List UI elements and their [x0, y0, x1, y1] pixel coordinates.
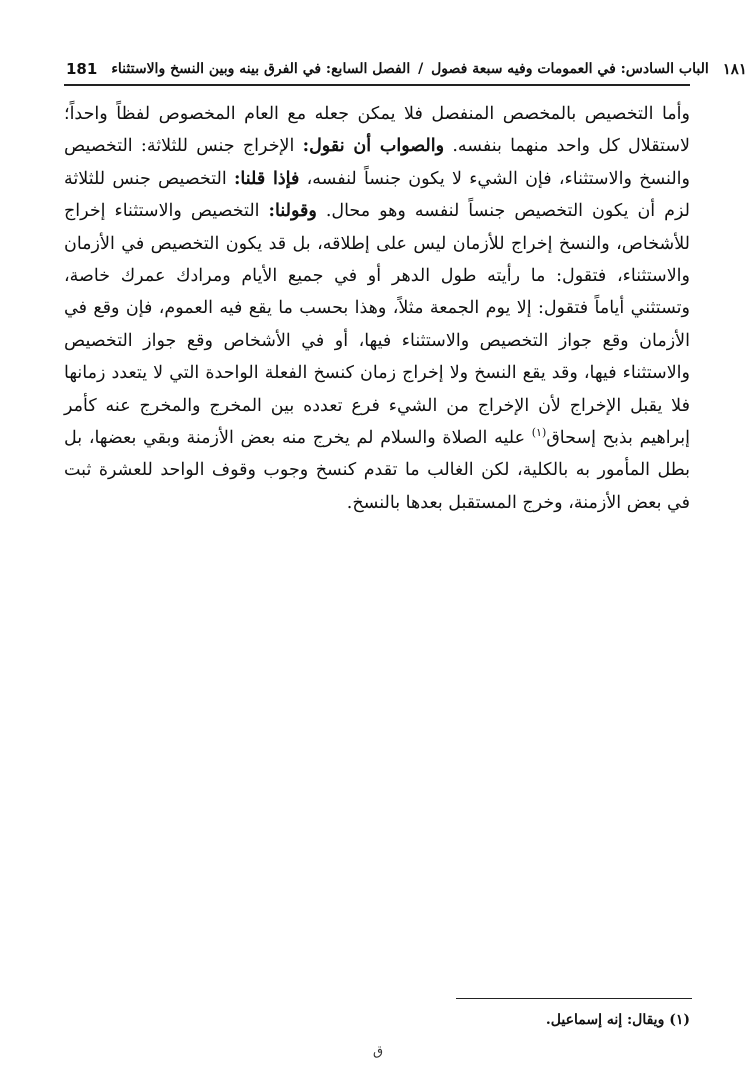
page-number-latin: 181 [66, 60, 98, 78]
main-paragraph [64, 98, 690, 519]
bold-phrase: فإذا قلنا: [233, 168, 300, 189]
text-segment: وأما التخصيص بالمخصص المنفصل فلا يمكن جعله مع العام المخصوص لفظاً واحداً؛ لاستقلال كل واحد منهما بنفسه. [64, 104, 690, 157]
signature-mark: ق [372, 1044, 384, 1059]
title-separator: / [418, 61, 424, 77]
page-number-arabic: ١٨١ [722, 60, 747, 78]
text-segment: التخصيص والاستثناء إخراج للأشخاص، والنسخ إخراج للأزمان ليس على إطلاقه، بل قد يكون التخصيص في الأزمان والاستثناء، فتقول: ما رأيته طول الدهر أو في جميع الأيام ومرادك عمرك خاصة، وتستثني أياماً فتقول: إلا يوم الجمعة مثلاً، وهذا بحسب ما يقع فيه العموم، فإن وقع في الأزمان وقع جواز التخصيص والاستثناء فيها، أو في الأشخاص وقع جواز التخصيص والاستثناء فيها، وقد يقع النسخ ولا إخراج زمان كنسخ الفعلة الواحدة التي لا يتعدد زمانها فلا يقبل الإخراج لأن الإخراج من الشيء فرع تعدده بين المخرج والمخرج عنه كأمر إبراهيم بذبح إسحاق [64, 201, 690, 449]
text-segment: الإخراج جنس للثلاثة: التخصيص والنسخ والاستثناء، فإن الشيء لا يكون جنساً لنفسه، [64, 136, 690, 189]
running-title [111, 61, 708, 77]
bold-phrase: وقولنا: [268, 201, 317, 222]
footnote-rule [456, 998, 692, 999]
bold-phrase: والصواب أن نقول: [302, 136, 445, 157]
footnote-text: ويقال: إنه إسماعيل. [545, 1012, 665, 1028]
footnote [290, 1012, 690, 1028]
section-title: الفصل السابع: في الفرق بينه وبين النسخ والاستثناء [111, 61, 411, 77]
text-segment: التخصيص جنس للثلاثة لزم أن يكون التخصيص جنساً لنفسه وهو محال. [64, 168, 690, 222]
text-segment: عليه الصلاة والسلام لم يخرج منه بعض الأزمنة وبقي بعضها، بل بطل المأمور به بالكلية، لكن الغالب ما تقدم كنسخ وجوب وقوف الواحد للعشرة ثبت في بعض الأزمنة، وخرج المستقبل بعدها بالنسخ. [64, 428, 690, 513]
chapter-title: الباب السادس: في العمومات وفيه سبعة فصول [431, 61, 709, 77]
footnote-number: (١) [669, 1012, 690, 1028]
header-rule [64, 84, 690, 86]
running-header [66, 56, 747, 82]
footnote-reference: (١) [531, 426, 547, 440]
